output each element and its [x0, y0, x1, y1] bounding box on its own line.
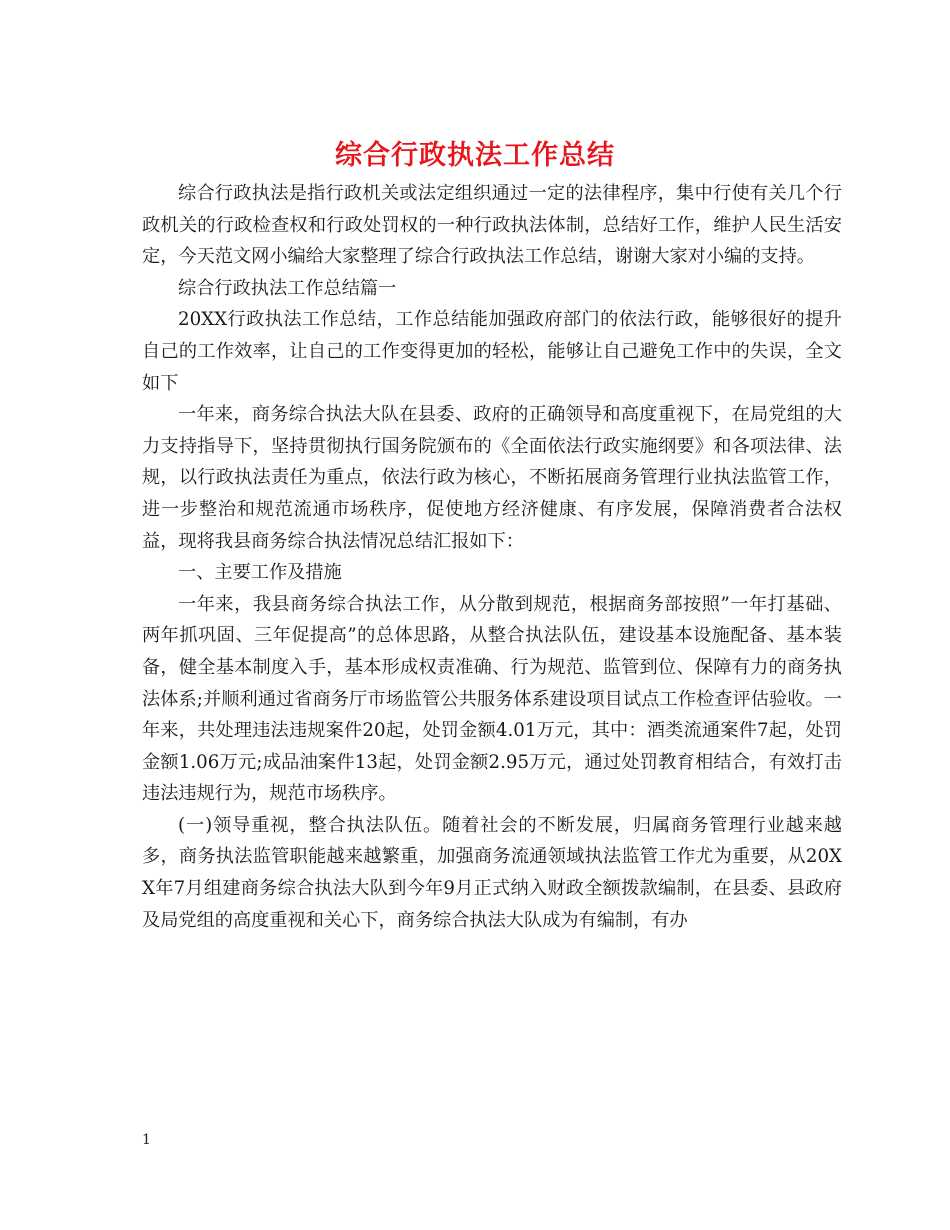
paragraph-intro: 综合行政执法是指行政机关或法定组织通过一定的法律程序，集中行使有关几个行政机关的行政检查权和行政处罚权的一种行政执法体制，总结好工作，维护人民生活安定，今天范文网小编给大家整理了综合行政执法工作总结，谢谢大家对小编的支持。 [142, 183, 842, 268]
paragraph-main-work-heading: 一、主要工作及措施 [178, 562, 342, 584]
paragraph-section-heading: 综合行政执法工作总结篇一 [178, 277, 397, 299]
document-body [142, 178, 842, 936]
paragraph-summary-lead: 20XX行政执法工作总结，工作总结能加强政府部门的依法行政，能够很好的提升自己的工作效率，让自己的工作变得更加的轻松，能够让自己避免工作中的失误，全文如下 [142, 309, 842, 394]
page-number: 1 [142, 1132, 151, 1148]
paragraph-main-work: 一年来，我县商务综合执法工作，从分散到规范，根据商务部按照”一年打基础、两年抓巩固、三年促提高”的总体思路，从整合执法队伍，建设基本设施配备、基本装备，健全基本制度入手，基本形成权责准确、行为规范、监管到位、保障有力的商务执法体系;并顺利通过省商务厅市场监管公共服务体系建设项目试点工作检查评估验收。一年来，共处理违法违规案件20起，处罚金额4.01万元，其中：酒类流通案件7起，处罚金额1.06万元;成品油案件13起，处罚金额2.95万元，通过处罚教育相结合，有效打击违法违规行为，规范市场秩序。 [142, 593, 842, 805]
paragraph-year-overview: 一年来，商务综合执法大队在县委、政府的正确领导和高度重视下，在局党组的大力支持指导下，坚持贯彻执行国务院颁布的《全面依法行政实施纲要》和各项法律、法规，以行政执法责任为重点，依法行政为核心，不断拓展商务管理行业执法监管工作，进一步整治和规范流通市场秩序，促使地方经济健康、有序发展，保障消费者合法权益，现将我县商务综合执法情况总结汇报如下： [142, 404, 842, 552]
paragraph-leadership: (一)领导重视，整合执法队伍。随着社会的不断发展，归属商务管理行业越来越多，商务执法监管职能越来越繁重，加强商务流通领域执法监管工作尤为重要，从20XX年7月组建商务综合执法大队到今年9月正式纳入财政全额拨款编制，在县委、县政府及局党组的高度重视和关心下，商务综合执法大队成为有编制，有办 [142, 814, 842, 931]
document-title: 综合行政执法工作总结 [335, 140, 615, 171]
